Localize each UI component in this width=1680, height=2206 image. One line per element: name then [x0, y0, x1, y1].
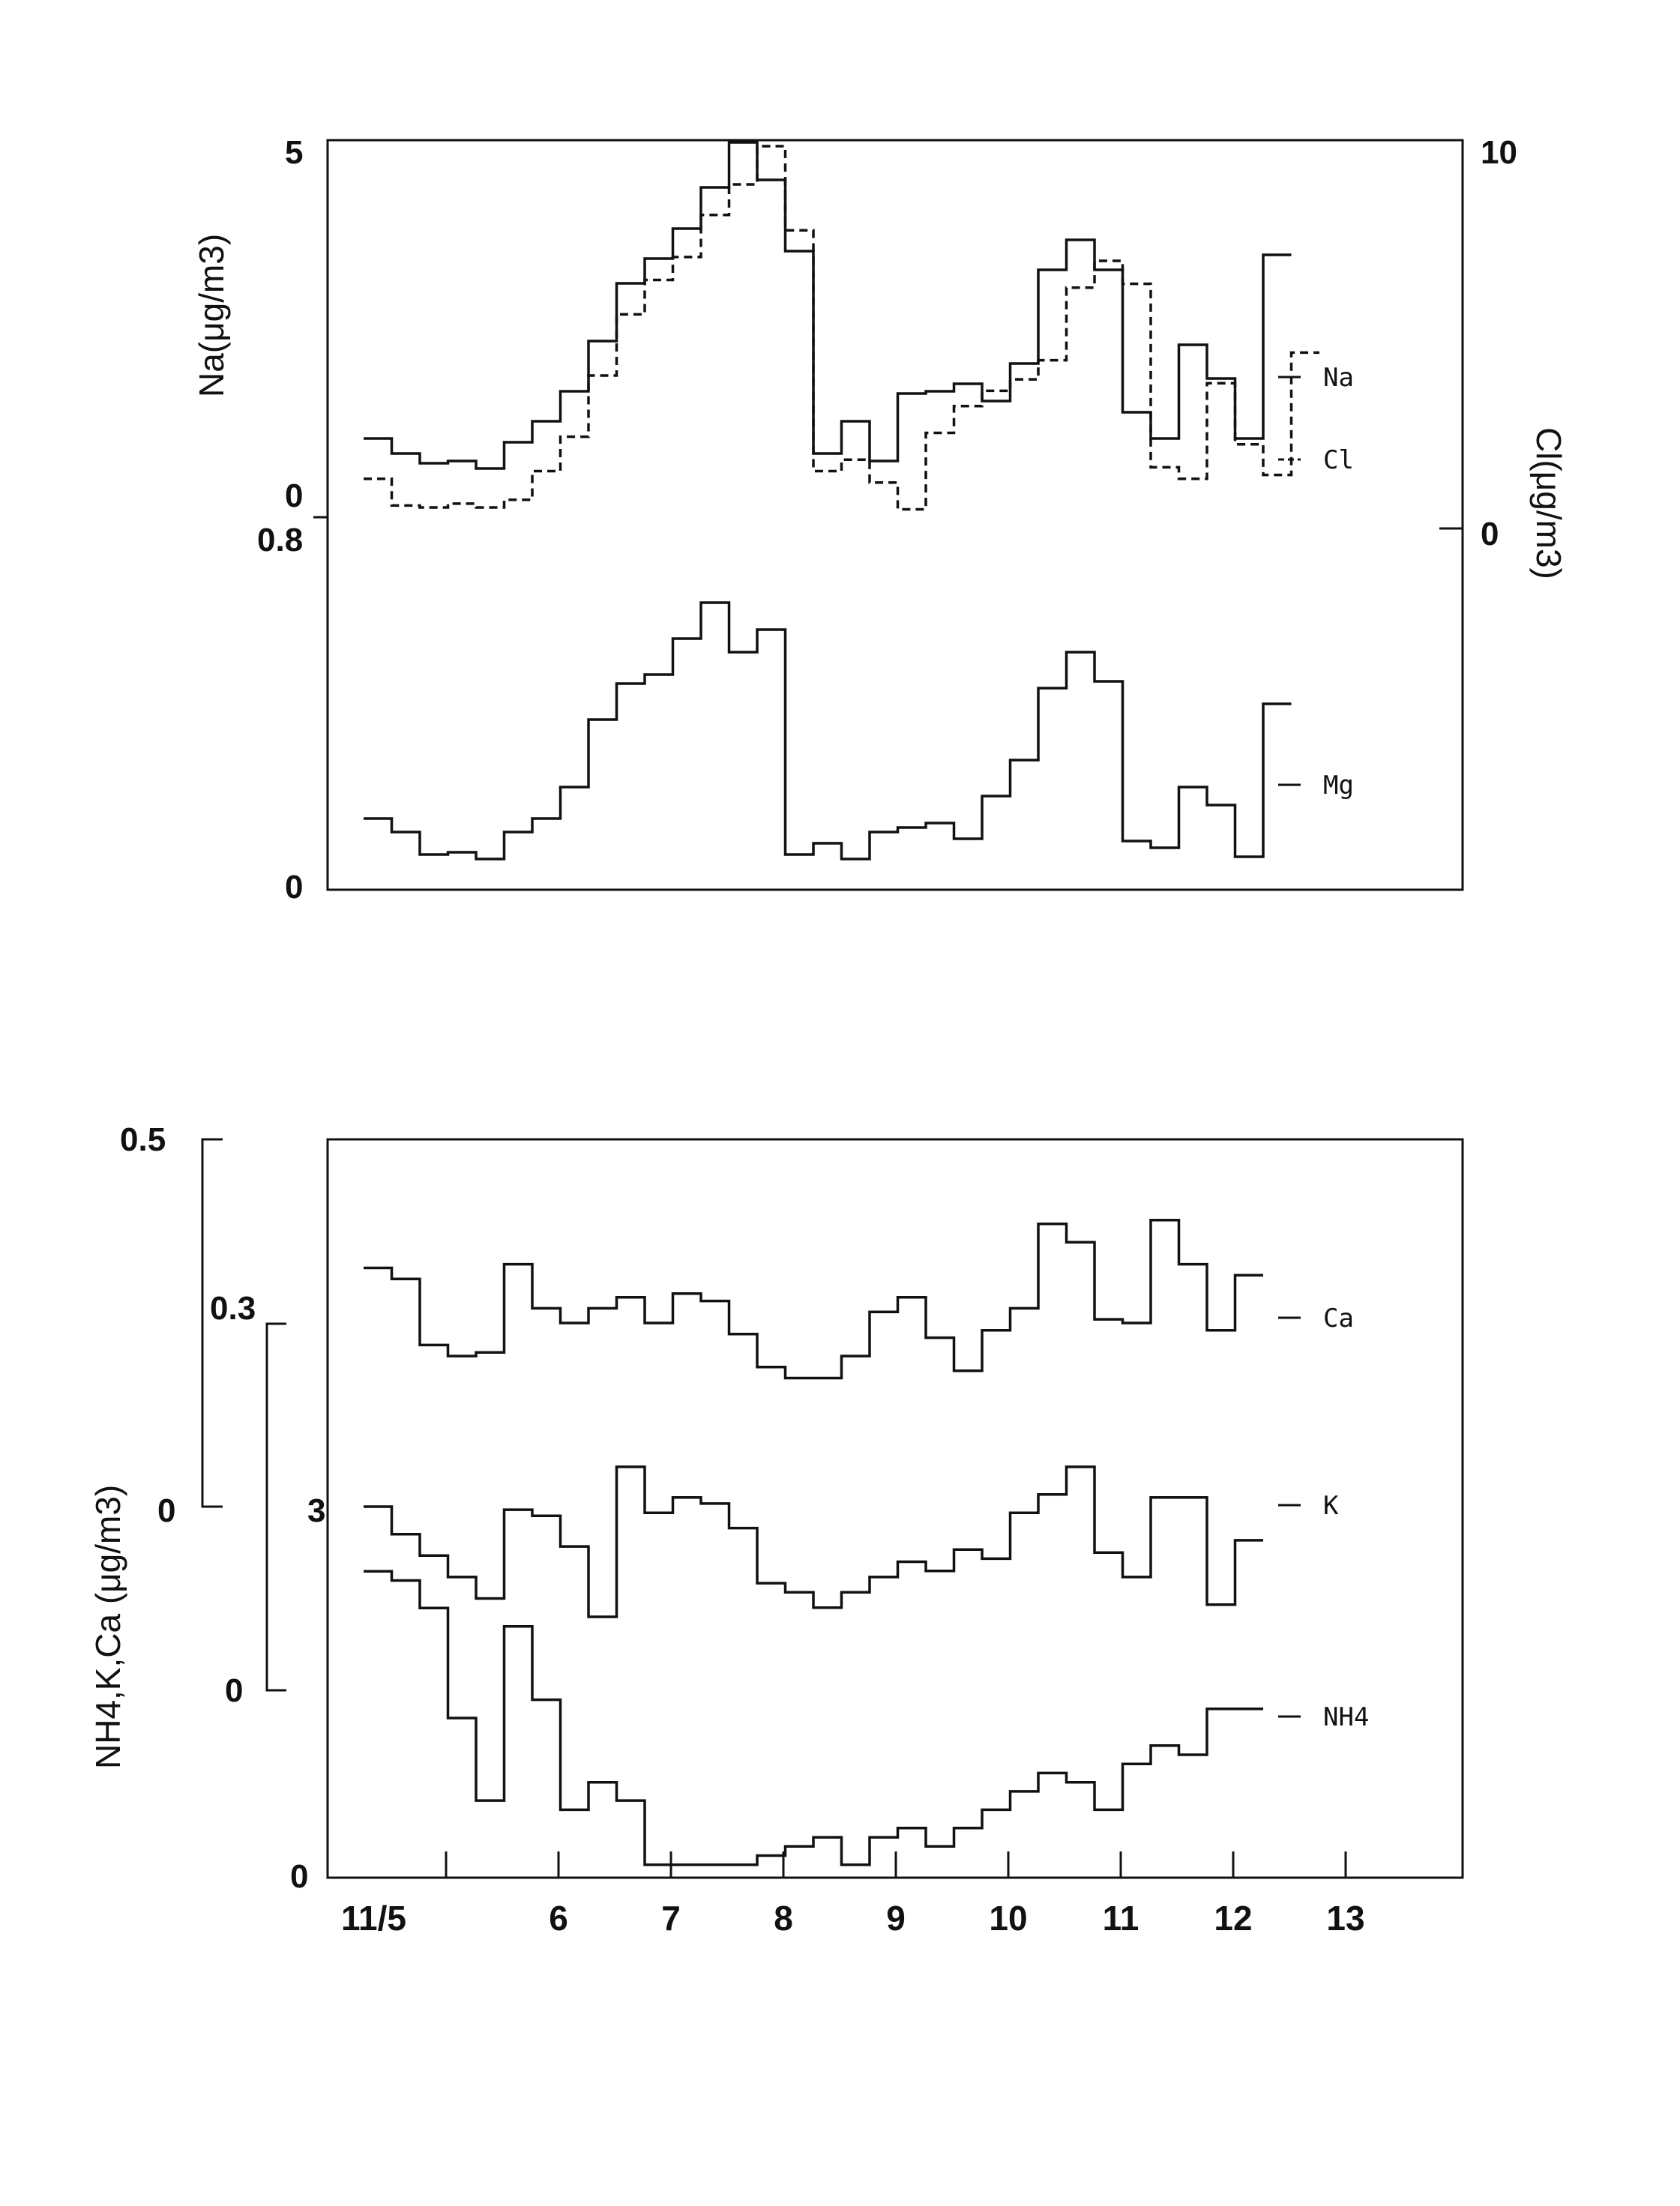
- legend-k-label: K: [1323, 1491, 1339, 1521]
- legend-na-label: Na: [1323, 363, 1354, 393]
- cl-axis-tick-zero: 0: [1481, 516, 1499, 552]
- na-axis-tick-max: 5: [285, 134, 304, 171]
- x-tick-label-0: 11/5: [341, 1899, 406, 1938]
- bottom-panel-frame: [328, 1139, 1463, 1878]
- legend-nh4-label: NH4: [1323, 1702, 1370, 1732]
- mg-axis-tick-zero: 0: [285, 869, 304, 905]
- series-k-line: [364, 1467, 1263, 1617]
- series-ca-line: [364, 1220, 1263, 1378]
- cl-axis-label: Cl(μg/m3): [1529, 427, 1568, 579]
- x-tick-label-6: 11: [1102, 1899, 1139, 1938]
- na-axis-label: Na(μg/m3): [192, 233, 231, 397]
- legend-group: [1278, 363, 1369, 1732]
- nh4-axis-tick-zero: 0: [225, 1672, 244, 1709]
- legend-mg-label: Mg: [1323, 771, 1354, 801]
- cl-axis-tick-max: 10: [1481, 134, 1517, 171]
- na-axis-tick-zero: 0: [285, 477, 304, 514]
- k-axis-tick-zero: 0: [290, 1858, 309, 1895]
- series-group: [364, 142, 1319, 1865]
- ca-axis-tick-zero: 0: [157, 1492, 176, 1529]
- series-nh4-line: [364, 1571, 1263, 1865]
- nh4-axis-bracket: [267, 1324, 286, 1690]
- bottom-y-axis-label: NH4,K,Ca (μg/m3): [88, 1484, 127, 1769]
- x-tick-label-2: 7: [661, 1899, 681, 1938]
- legend-cl-label: Cl: [1323, 445, 1354, 475]
- x-tick-label-5: 10: [989, 1899, 1028, 1938]
- ca-axis-tick-max: 0.5: [120, 1121, 166, 1158]
- mg-axis-tick-max: 0.8: [257, 522, 304, 558]
- x-tick-label-4: 9: [886, 1899, 906, 1938]
- x-tick-label-8: 13: [1326, 1899, 1365, 1938]
- x-tick-label-3: 8: [774, 1899, 793, 1938]
- x-tick-label-7: 12: [1214, 1899, 1253, 1938]
- x-tick-label-1: 6: [549, 1899, 568, 1938]
- series-cl-line: [364, 146, 1319, 510]
- series-mg-line: [364, 603, 1292, 859]
- k-axis-tick-max: 3: [307, 1492, 326, 1529]
- legend-ca-label: Ca: [1323, 1304, 1354, 1333]
- top-panel-frame: [328, 140, 1463, 890]
- nh4-axis-tick-max: 0.3: [210, 1290, 256, 1327]
- series-na-line: [364, 142, 1292, 468]
